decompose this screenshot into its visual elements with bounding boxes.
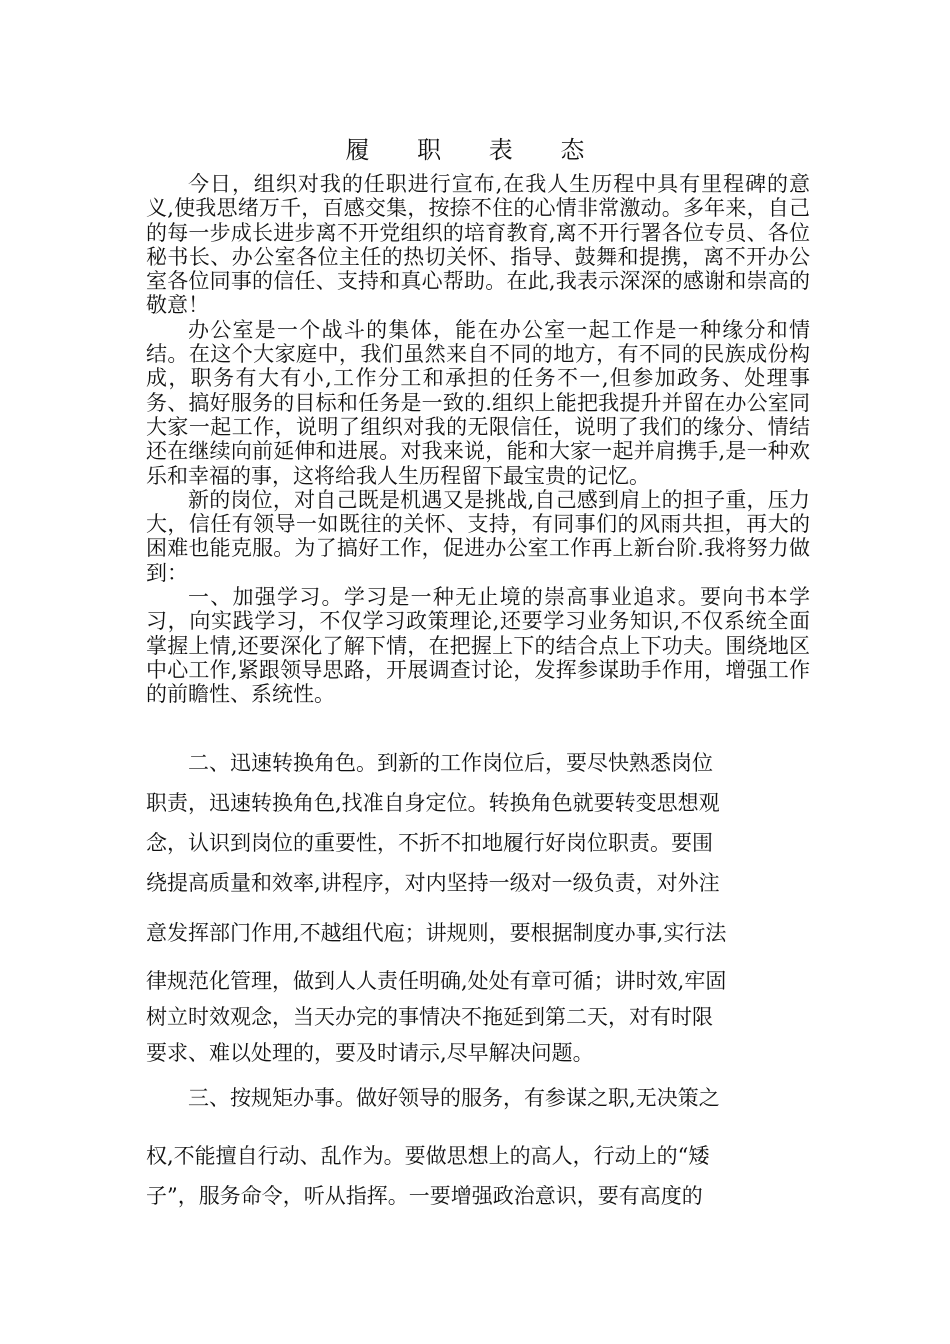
paragraph-office-collective: 办公室是一个战斗的集体，能在办公室一起工作是一种缘分和情结。在这个大家庭中，我们虽然来自不同的地方，有不同的民族成份构成，职务有大有小,工作分工和承担的任务不一,但参加政务、处理事务、搞好服务的目标和任务是一致的.组织上能把我提升并留在办公室同大家一起工作，说明了组织对我的无限信任，说明了我们的缘分、情结还在继续向前延伸和进展。对我来说，能和大家一起并肩携手,是一种欢乐和幸福的事，这将给我人生历程留下最宝贵的记忆。 [146, 317, 810, 488]
section3-line: 三、按规矩办事。做好领导的服务，有参谋之职,无决策之 [146, 1086, 720, 1110]
section2-line: 绕提高质量和效率,讲程序，对内坚持一级对一级负责，对外注 [146, 871, 720, 895]
section2-line: 要求、难以处理的，要及时请示,尽早解决问题。 [146, 1041, 594, 1065]
paragraph-strengthen-learning: 一、加强学习。学习是一种无止境的崇高事业追求。要向书本学习，向实践学习，不仅学习政策理论,还要学习业务知识,不仅系统全面掌握上情,还要深化了解下情，在把握上下的结合点上下功夫。围绕地区中心工作,紧跟领导思路，开展调查讨论，发挥参谋助手作用，增强工作的前瞻性、系统性。 [146, 585, 810, 707]
paragraph-new-position: 新的岗位，对自己既是机遇又是挑战,自己感到肩上的担子重，压力大，信任有领导一如既往的关怀、支持，有同事们的风雨共担，再大的困难也能克服。为了搞好工作，促进办公室工作再上新台阶.我将努力做到： [146, 487, 810, 585]
section-transform-role [146, 743, 810, 1071]
section3-line: 子”，服务命令，听从指挥。一要增强政治意识，要有高度的 [146, 1184, 703, 1208]
section-follow-rules [146, 1078, 810, 1216]
document-title: 履 职 表 态 [345, 136, 605, 164]
document-body [146, 172, 810, 707]
section2-line: 树立时效观念，当天办完的事情决不拖延到第二天，对有时限 [146, 1005, 713, 1029]
section2-line: 念，认识到岗位的重要性，不折不扣地履行好岗位职责。要围 [146, 831, 713, 855]
paragraph-appointment-gratitude: 今日，组织对我的任职进行宣布,在我人生历程中具有里程碑的意义,使我思绪万千，百感交集，按捺不住的心情非常激动。多年来，自己的每一步成长进步离不开党组织的培育教育,离不开行署各位专员、各位秘书长、办公室各位主任的热切关怀、指导、鼓舞和提携，离不开办公室各位同事的信任、支持和真心帮助。在此,我表示深深的感谢和崇高的敬意！ [146, 172, 810, 318]
section2-line: 意发挥部门作用,不越组代庖；讲规则，要根据制度办事,实行法 [146, 921, 727, 945]
section3-line: 权,不能擅自行动、乱作为。要做思想上的高人，行动上的“矮 [146, 1144, 710, 1168]
section2-line: 二、迅速转换角色。到新的工作岗位后，要尽快熟悉岗位 [146, 751, 713, 775]
section2-line: 律规范化管理，做到人人责任明确,处处有章可循；讲时效,牢固 [146, 969, 727, 993]
section2-line: 职责，迅速转换角色,找准自身定位。转换角色就要转变思想观 [146, 791, 720, 815]
